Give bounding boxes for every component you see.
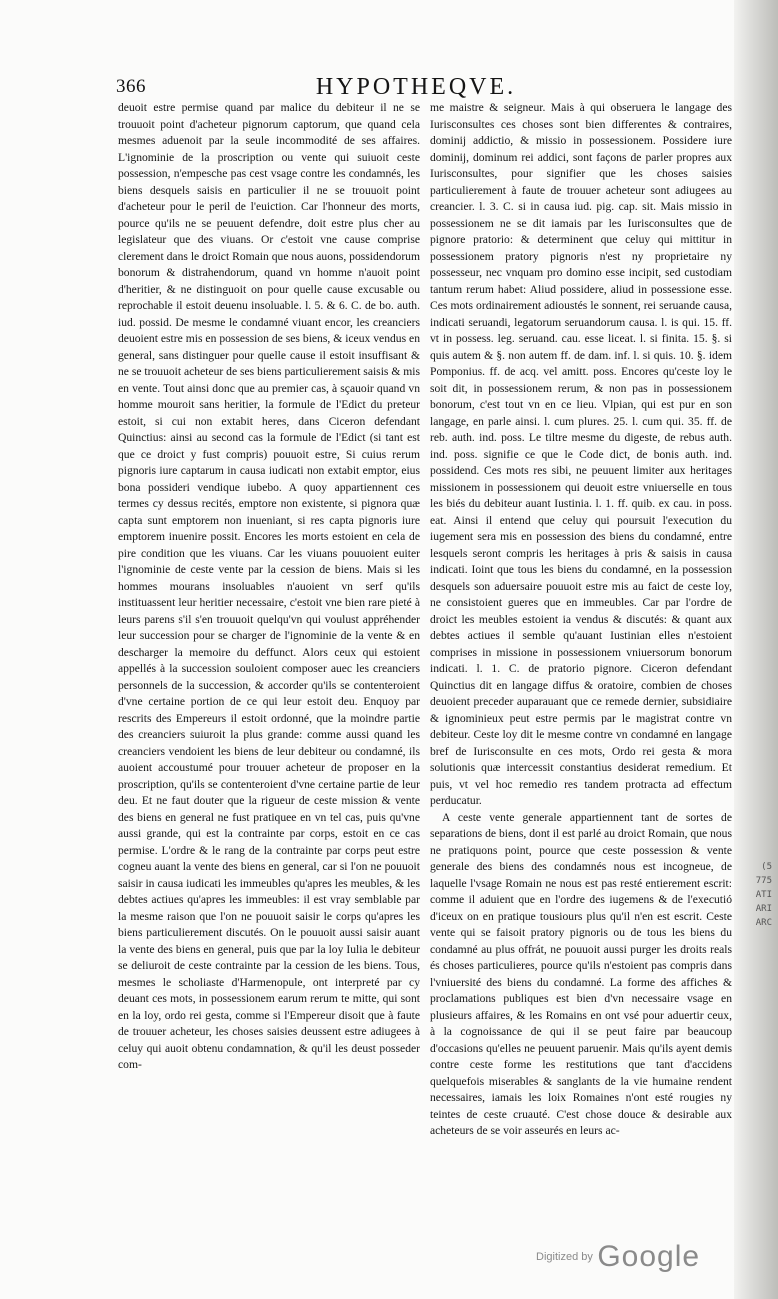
gutter-mark: (5	[761, 862, 772, 872]
running-title: HYPOTHEQVE.	[315, 74, 517, 100]
right-column	[430, 100, 732, 1140]
digitized-watermark	[536, 1240, 700, 1274]
gutter-mark: 775	[755, 876, 772, 886]
google-logo: Google	[597, 1240, 701, 1273]
right-paragraph-1: me maistre & seigneur. Mais à qui obseruera le langage des Iurisconsultes ces choses sont bien differentes & contraires, dominij addictio, & missio in possessionem. Possidere iure dominij, dominum rei addici, sont façons de parler propres aux Iurisconsultes, pour signifier que les choses saisies particulierement à faute de trouuer acheteur sont adiugees au creancier. l. 3. C. si in causa iud. pig. cap. sit. Mais missio in possessionem ne se dit iamais par les Iurisconsultes que de pignore pratorio: & determinent que celuy qui mittitur in possessionem pratory pignoris n'est ny proprietaire ny possesseur, nec vnquam pro domino esse incipit, sed custodiam tantum rerum habet: Aliud possidere, aliud in possessione esse. Ces mots ordinairement adioustés le sonnent, rei seruande causa, indicati seruandi, legatorum seruandorum causa. l. is qui. 15. ff. vt in possess. leg. seruand. cau. esse liceat. l. si finita. 15. §. si quis autem & §. non autem ff. de dam. inf. l. si quis. 10. §. idem Pomponius. ff. de acq. vel amitt. poss. Encores qu'ceste loy le soit dit, in possessionem rerum, & non pas in possessionem bonorum, c'est tout vn en ce lieu. Vlpian, qui est pur en son langage, en parle ainsi. l. cum plures. 25. l. cum qui. 35. ff. de reb. auth. ind. poss. Le tiltre mesme du digeste, de rebus auth. ind. poss. signifie ce que le Code dict, de bonis auth. ind. possidend. Ces mots res sibi, ne peuuent limiter aux heritages missionem in possessionem qui deuoit estre vniuerselle en tous les biés du debiteur auant Iustinia. l. 1. ff. quib. ex cau. in poss. eat. Ainsi il entend que celuy qui poursuit l'execution du iugement sera mis en possession des biens du condamné, entre lesquels seront compris les heritages à pris & saisis in causa indicati. Ioint que tous les biens du condamné, en la possession desquels son aduersaire pouuoit estre mis au faict de ceste loy, ne consistoient gueres que en immeubles. Car par l'ordre de droict les meubles estoient ia vendus & discutés: & quant aux debtes actiues il semble qu'auant Iustinian elles n'estoient comprises in missione in possessionem vniuersorum bonorum indicati. l. 1. C. de pratorio pignore. Ciceron defendant Quinctius dit en langage diffus & oratoire, combien de choses deuoient preceder auparauant que ce remede dernier, subsidiaire & ignominieux peut estre permis par le magistrat contre vn debiteur. Ceste loy dit le mesme contre vn condamné en langage bref de Iurisconsulte en ces mots, Ordo rei gesta & mora solutionis quæ intercessit constantius desiderat remedium. Et puis, vt vel hoc remedio res tandem protracta ad effectum perducatur.	[430, 101, 732, 807]
digitized-label: Digitized by	[536, 1251, 593, 1263]
gutter-mark: ARC	[755, 918, 772, 928]
left-paragraph-1: deuoit estre permise quand par malice du debiteur il ne se trouuoit point d'acheteur pignorum captorum, que quand cela mesmes aduenoit par la seule incommodité de ses affaires. L'ignominie de la proscription ou vente qui suiuoit ceste possession, n'empesche pas cest vsage contre les condamnés, les biens desquels saisis en particulier il ne se trouuoit point d'acheteur pour le peril de l'euiction. Car l'honneur des morts, pource qu'ils ne se peuuent defendre, doit estre plus cher au legislateur que des viuans. Or c'estoit vne cause comprise clerement dans le droict Romain que nous auons, possidendorum bonorum & distrahendorum, quand vn homme n'auoit point d'heritier, & ne distinguoit on pour quelle cause excusable ou reprochable il estoit deuenu insoluable. l. 5. & 6. C. de bo. auth. iud. possid. De mesme le condamné viuant encor, les creanciers deuoient estre mis en possession de ses biens, & iceux vendus en general, sans distinguer pour quelle cause il estoit insuffisant & ne se trouuoit acheteur de ses biens particulierement saisis & mis en vente. Tout ainsi donc que au premier cas, à sçauoir quand vn homme mouroit sans heritier, la formule de l'Edict du preteur estoit, si cui non extabit heres, dans Ciceron defendant Quinctius: ainsi au second cas la formule de l'Edict (si tant est que ce droict y fust compris) pouuoit estre, Si cuius rerum pignoris iure captarum in causa iudicati non extabit emptor, eius bona possideri vendique iubebo. A quoy appartiennent ces termes cy dessus recités, emptore non existente, si pignora quæ capta sunt emptorem non inueniant, si res capta pignoris iure emptorem inuenire possit. Encores les morts estoient en cela de pire condition que les viuans. Car les viuans pouuoient euiter l'ignominie de ceste vente par la cession de biens. Mais si les hommes mourans insoluables n'auoient vn serf qu'ils instituassent leur heritier necessaire, c'estoit vne bien rare pieté à leurs parens s'il s'en trouuoit quelqu'vn qui voulust appréhender leur succession pour se charger de l'ignominie de la vente & en descharger la memoire du deffunct. Alors ceux qui estoient appellés à la succession souloient composer auec les creanciers personnels de la succession, & accorder qu'ils se contenteroient d'vne certaine portion de ce qui leur estoit deu. Enquoy par rescrits des Empereurs il estoit ordonné, que la moindre partie des creanciers suiuroit la plus grande: comme aussi quand les creanciers vendoient les biens de leur debiteur ou condamné, ils auoient accoustumé pour trouuer acheteur de proposer en la proscription, qu'ils se contenteroient d'vne certaine partie de leur deu. Et ne faut douter que la rigueur de ceste mission & vente des biens en general ne fust pratiquee en vn tel cas, puis qu'vne aussi grande, qui est la contrainte par corps, estoit en ce cas permise. L'ordre & le rang de la contrainte par corps peut estre cogneu auant la vente des biens en general, car si l'on ne pouuoit saisir in causa iudicati les immeubles qu'apres les meubles, & les debtes actiues qu'apres les immeubles: il est vray semblable par la mesme raison que l'on ne pouuoit saisir le corps qu'apres les biens particulierement discutés. On le pouuoit aussi saisir auant la vente des biens en general, puis que par la loy Iulia le debiteur se deliuroit de ceste contrainte par la cession de les biens. Tous, mesmes le scholiaste d'Harmenopule, ont interpreté par cy deuant ces mots, in possessionem earum rerum te mitte, qui sont en la loy, ordo rei gesta, comme si l'Empereur disoit que à faute de trouuer acheteur, les choses saisies deussent estre adiugees à celuy qui auoit obtenu condamnation, & qu'il les deust posseder com-	[118, 101, 420, 1071]
left-column	[118, 100, 420, 1074]
bleed-through-marks	[742, 860, 772, 930]
gutter-mark: ATI	[755, 890, 772, 900]
page-header	[116, 74, 726, 98]
binding-gutter	[734, 0, 778, 1299]
page-number: 366	[116, 76, 146, 97]
gutter-mark: ARI	[755, 904, 772, 914]
right-paragraph-2: A ceste vente generale appartiennent tant de sortes de separations de biens, dont il est parlé au droict Romain, que nous ne pratiquons point, pource que ceste possession & vente generale des biens des condamnés nous est incogneue, de laquelle l'vsage Romain ne nous est pas resté entierement escrit: comme il aduient que en l'ordre des iugemens & de l'executió d'iceux on en pratique tousiours plus qu'il n'en est escrit. Ceste vente qui se faisoit pratory pignoris ou de tous les biens du condamné au plus offrát, ne pouuoit aussi purger les droits reals és choses particulieres, pource qu'ils n'estoient pas compris dans l'vniuersité des biens du condamné. La forme des affiches & proclamations publiques est bien d'vn necessaire vsage en plusieurs affaires, & les Romains en ont vsé pour aduertir ceux, à la cognoissance de qui il se peut faire par beaucoup d'occasions qu'elles ne peuuent paruenir. Mais qu'ils ayent demis contre ceste forme les restitutions que tant d'accidens quelquefois miserables & sanglants de la vie humaine rendent necessaires, iamais les loix Romaines n'ont esté rougies ny teintes de ceste cruauté. C'est chose douce & desirable aux acheteurs de se voir asseurés en leurs ac-	[430, 810, 732, 1137]
text-columns	[118, 100, 738, 1235]
